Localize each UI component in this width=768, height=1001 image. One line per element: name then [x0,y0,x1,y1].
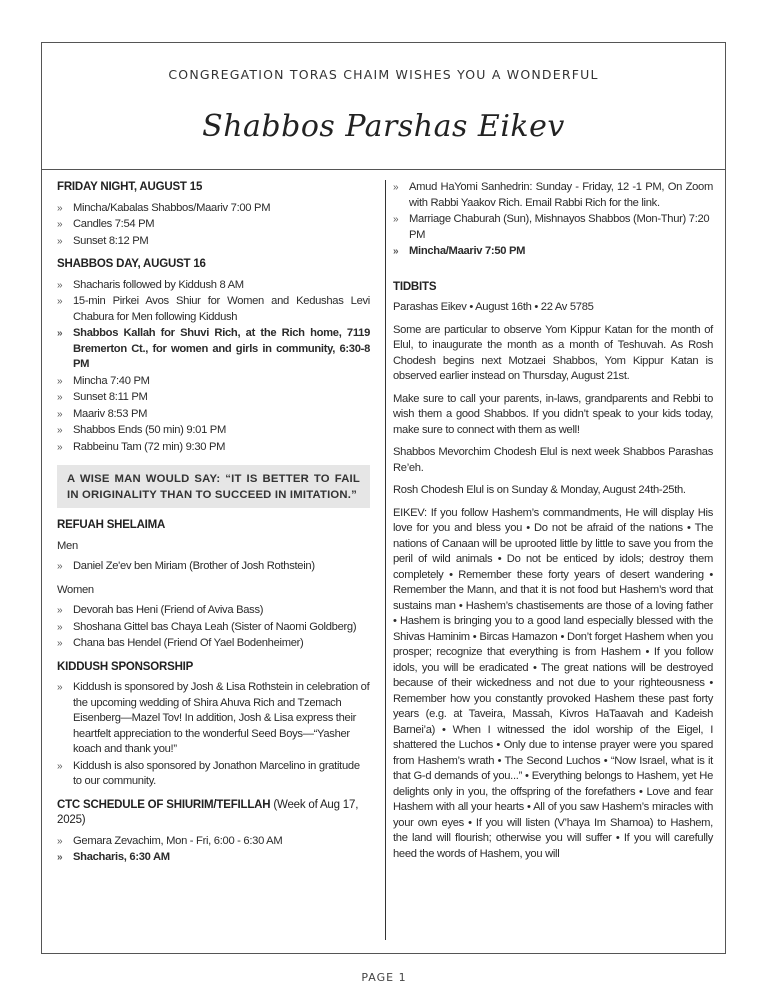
list-item-text: Mincha/Maariv 7:50 PM [409,245,526,257]
list-item [393,244,713,260]
tidbits-section [393,280,713,860]
list-item-text: Shacharis, 6:30 AM [73,851,170,863]
list-item [57,636,370,652]
bullet-icon: » [57,561,63,572]
list-item-text: Sunset 8:11 PM [73,391,148,403]
header-title: Shabbos Parshas Eikev [202,109,565,144]
bullet-icon: » [57,279,63,291]
newsletter-header [42,43,725,170]
list-item [57,217,370,233]
bullet-icon: » [57,392,63,403]
tidbits-subheading: Parashas Eikev • August 16th • 22 Av 5785 [393,301,594,313]
friday-section [57,180,370,249]
eikev-summary: EIKEV: If you follow Hashem’s commandments, He will display His love for you and bless you • Do not be afraid of the nations • The nations of Canaan will be uprooted little by little to save you from the peril of wild animals • Do not be enticed by idols; destroy them completely • Remember these forty years of desert wandering • Remember the Mann, and that it is not food but Hashem’s word that sustains man • Hashem’s chastisements are those of a loving father • Hashem is bringing you to a good land especially blessed with the Shivas Haminim • Bircas Hamazon • Don’t forget Hashem when you prosper; recognize that everything is from Hashem • If you follow idols, you will be eradicated • The great nations will be destroyed because of their wickedness and not due to your righteousness • Remember how you constantly provoked Hashem these past forty years (e.g. at Taveira, Massah, Kivros HaTaavah and Kadeish Barnei’a) • When I witnessed the idol worship of the Eigel, I shattered the Luchos • Only due to intense prayer were you spared from Hashem’s wrath • The Second Luchos • “Now Israel, what is it that G-d demands of you...” • Everything belongs to Hashem, yet He delights only in you, the offspring of the forefathers • Love and fear Hashem with all your hearts • All of you saw Hashem’s miracles with your own eyes • If you will listen (V’haya Im Shamoa) to Hashem, the land will flourish; otherwise you will suffer • If you will carefully heed the words of Hashem, you will [393,506,713,860]
list-item-text: Mincha 7:40 PM [73,374,150,387]
list-item-text: Devorah bas Heni (Friend of Aviva Bass) [73,604,264,616]
refuah-section [57,518,370,652]
list-item-text: Maariv 8:53 PM [73,407,148,420]
list-item-text: Daniel Ze'ev ben Miriam (Brother of Josh Rothstein) [73,560,315,572]
bullet-icon: » [57,852,63,863]
list-item-text: Sunset 8:12 PM [73,234,149,247]
kiddush-section [57,660,370,790]
refuah-women-list [57,603,370,652]
list-item [57,440,370,456]
list-item-text: Amud HaYomi Sanhedrin: Sunday - Friday, 12 -1 PM, On Zoom with Rabbi Yaakov Rich. Email Rabbi Rich for the link. [409,181,713,209]
list-item [57,294,370,325]
list-item [57,603,370,619]
shabbos-list [57,278,370,456]
list-item-text: Kiddush is sponsored by Josh & Lisa Rothstein in celebration of the upcoming wedding of Shira Ahuva Rich and Tzemach Eisenberg—Mazel Tov! In addition, Josh & Lisa express their heartfelt appreciation to the wonderful Seed Boys—“Yasher koach and thank you!” [73,681,370,755]
bullet-icon: » [57,441,63,453]
tidbit-paragraph: Some are particular to observe Yom Kippur Katan for the month of Elul, to inaugurate the month as a month of Teshuvah. As Rosh Chodesh begins next Motzaei Shabbos, Yom Kippur Katan is observed earlier instead on Thursday, August 21st. [393,323,713,382]
list-item-text: Gemara Zevachim, Mon - Fri, 6:00 - 6:30 AM [73,834,283,847]
bullet-icon: » [57,235,63,247]
list-item-text: Marriage Chaburah (Sun), Mishnayos Shabbos (Mon-Thur) 7:20 PM [409,213,710,241]
bullet-icon: » [57,328,63,339]
list-item-text: Candles 7:54 PM [73,218,155,230]
list-item [57,423,370,439]
list-item-text: Shabbos Ends (50 min) 9:01 PM [73,424,226,436]
list-item [57,834,370,850]
list-item-text: Shabbos Kallah for Shuvi Rich, at the Rich home, 7119 Bremerton Ct., for women and girls in community, 6:30-8 PM [73,327,370,370]
bullet-icon: » [393,246,399,257]
list-item [57,374,370,390]
schedule-week: (Week of Aug 17, 2025) [57,798,359,826]
list-item [57,390,370,406]
tidbit-paragraph: Make sure to call your parents, in-laws, grandparents and Rebbi to wish them a good Shabbos. If you didn’t speak to your kids today, make sure to connect with them as well! [393,392,713,436]
schedule-section [57,798,370,866]
list-item [57,407,370,423]
bullet-icon: » [57,835,63,847]
bullet-icon: » [57,638,63,649]
shabbos-heading: SHABBOS DAY, AUGUST 16 [57,258,206,270]
bullet-icon: » [57,408,63,420]
list-item [57,559,370,575]
list-item [57,759,370,790]
list-item-text: Rabbeinu Tam (72 min) 9:30 PM [73,440,226,453]
bullet-icon: » [57,425,63,436]
bullet-icon: » [57,219,63,230]
kiddush-list [57,680,370,790]
page-number: PAGE 1 [361,971,407,984]
list-item [393,180,713,211]
refuah-men-list [57,559,370,575]
list-item [57,850,370,866]
schedule-heading-title: CTC SCHEDULE OF SHIURIM/TEFILLAH [57,798,271,811]
column-divider [385,180,386,940]
schedule-heading [57,798,370,829]
bullet-icon: » [57,621,63,633]
list-item [57,680,370,758]
list-item-text: Mincha/Kabalas Shabbos/Maariv 7:00 PM [73,201,271,214]
bullet-icon: » [57,605,63,616]
list-item [57,234,370,250]
bullet-icon: » [57,682,63,693]
friday-list [57,201,370,250]
kiddush-heading: KIDDUSH SPONSORSHIP [57,660,194,673]
newsletter-frame [41,42,726,954]
wise-man-quote: A WISE MAN WOULD SAY: “IT IS BETTER TO FAIL IN ORIGINALITY THAN TO SUCCEED IN IMITATION.” [57,465,370,508]
schedule-list-continued [393,180,713,260]
list-item-text: Kiddush is also sponsored by Jonathon Marcelino in gratitude to our community. [73,759,360,787]
header-wishes: CONGREGATION TORAS CHAIM WISHES YOU A WONDERFUL [168,67,599,82]
list-item-text: Shoshana Gittel bas Chaya Leah (Sister of Naomi Goldberg) [73,620,357,633]
right-column [393,180,713,858]
list-item [57,278,370,294]
list-item [57,326,370,373]
friday-heading: FRIDAY NIGHT, AUGUST 15 [57,181,203,193]
tidbits-heading: TIDBITS [393,280,437,293]
schedule-list [57,834,370,866]
list-item [57,620,370,636]
bullet-icon: » [57,760,63,772]
bullet-icon: » [57,375,63,387]
refuah-women-label: Women [57,583,94,596]
list-item-text: Chana bas Hendel (Friend Of Yael Bodenheimer) [73,637,304,649]
list-item-text: Shacharis followed by Kiddush 8 AM [73,278,244,291]
refuah-heading: REFUAH SHELAIMA [57,519,166,531]
list-item [57,201,370,217]
list-item [393,212,713,243]
list-item-text: 15-min Pirkei Avos Shiur for Women and Kedushas Levi Chabura for Men following Kiddush [73,295,370,323]
bullet-icon: » [393,182,399,193]
left-column [57,180,370,874]
bullet-icon: » [57,296,63,307]
bullet-icon: » [393,214,399,225]
tidbit-paragraph: Rosh Chodesh Elul is on Sunday & Monday, August 24th-25th. [393,484,686,496]
tidbit-paragraph: Shabbos Mevorchim Chodesh Elul is next week Shabbos Parashas Re’eh. [393,446,713,474]
bullet-icon: » [57,202,63,214]
shabbos-section [57,257,370,455]
refuah-men-label: Men [57,539,78,552]
